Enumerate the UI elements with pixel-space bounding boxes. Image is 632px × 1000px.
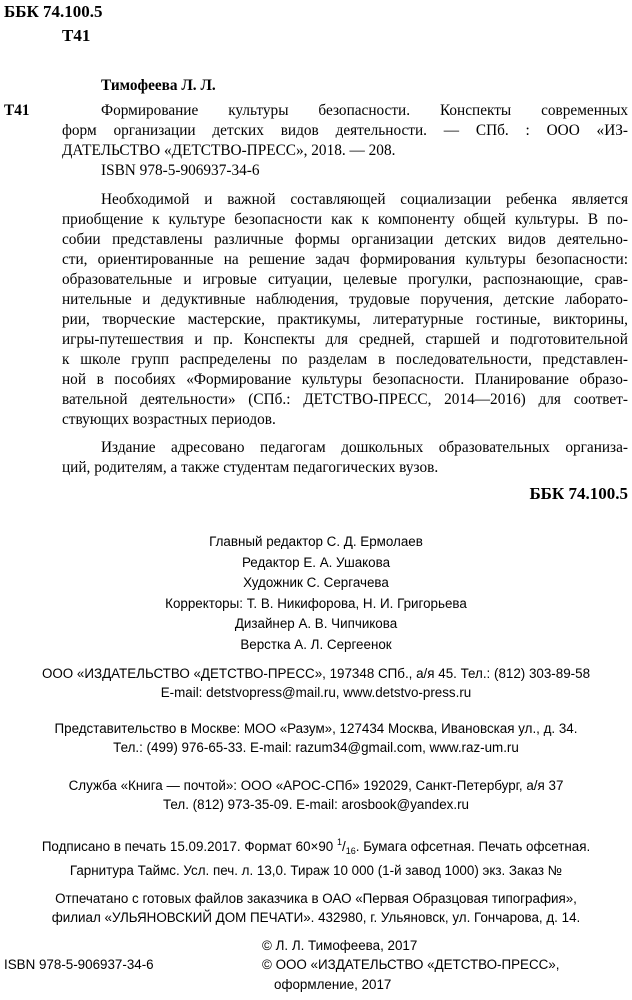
abstract-line: Необходимой и важной составляющей социализации ребенка является [101,191,628,208]
publisher-address: ООО «ИЗДАТЕЛЬСТВО «ДЕТСТВО-ПРЕСС», 197348 СПб., а/я 45. Тел.: (812) 303-89-58 [41,666,591,681]
bbk-index-bottom: ББК 74.100.5 [529,484,628,503]
printer-address: филиал «УЛЬЯНОВСКИЙ ДОМ ПЕЧАТИ». 432980, г. Ульяновск, ул. Гончарова, д. 14. [51,910,581,925]
print-info-block [0,833,632,880]
bbk-index-top: ББК 74.100.5 [4,2,103,21]
mail-order-address: Служба «Книга — почтой»: ООО «АРОС-СПб» 192029, Санкт-Петербург, а/я 37 [68,778,564,793]
printer-block [0,889,632,927]
author-code: Т41 [4,102,30,119]
mail-order-contacts: Тел. (812) 973-35-09. E-mail: arosbook@yandex.ru [162,797,470,812]
print-info-paper: . Бумага офсетная. Печать офсетная. [355,839,591,854]
title-line: Формирование культуры безопасности. Конспекты современных [101,102,628,119]
author-name: Тимофеева Л. Л. [101,77,216,94]
title-line: форм организации детских видов деятельности. — СПб. : ООО «ИЗ- [62,122,628,139]
isbn-footer: ISBN 978-5-906937-34-6 [4,957,154,972]
abstract-paragraph-1 [62,190,628,430]
abstract-line: образовательные и игровые ситуации, целевые прогулки, распознающие, срав- [62,271,628,288]
abstract-line: к школе групп распределены по разделам в последовательности, представлен- [62,351,628,368]
abstract-paragraph-2 [62,438,628,478]
abstract-line: ной в пособиях «Формирование культуры безопасности. Планирование образо- [62,371,628,388]
credit-designer: Дизайнер А. В. Чипчикова [234,616,398,631]
abstract-line: игры-путешествия и пр. Конспекты для средней, старшей и подготовительной [62,331,628,348]
format-fraction-numerator: 1 [336,837,342,847]
abstract-line: ций, родителям, а также студентам педагогических вузов. [62,459,439,476]
copyright-author: © Л. Л. Тимофеева, 2017 [262,938,418,953]
author-code-top: Т41 [62,26,91,45]
abstract-line: приобщение к культуре безопасности как к компоненту общей культуры. В по- [62,211,628,228]
abstract-line: вательной деятельности» (СПб.: ДЕТСТВО-ПРЕСС, 2014—2016) для соответ- [62,391,628,408]
abstract-line: рии, творческие мастерские, практикумы, литературные гостиные, викторины, [62,311,628,328]
abstract-line: сти, ориентированные на решение задач формирования культуры безопасности: [62,251,628,268]
copyright-design: оформление, 2017 [274,977,392,992]
publisher-contacts: E-mail: detstvopress@mail.ru, www.detstvo-press.ru [160,685,472,700]
isbn-entry: ISBN 978-5-906937-34-6 [101,162,260,179]
abstract-line: ствующих возрастных периодов. [62,411,276,428]
moscow-office-contacts: Тел.: (499) 976-65-33. E-mail: razum34@gmail.com, www.raz-um.ru [113,740,519,755]
abstract-line: Издание адресовано педагогам дошкольных образовательных организа- [101,439,628,456]
credit-layout: Верстка А. Л. Сергеенок [240,636,392,652]
credit-proofreaders: Корректоры: Т. В. Никифорова, Н. И. Григорьева [165,595,467,611]
title-line: ДАТЕЛЬСТВО «ДЕТСТВО-ПРЕСС», 2018. — 208. [62,142,396,159]
print-info-line-1: Подписано в печать 15.09.2017. Формат 60×90 $^1/_{16}$. Бумага офсетная. Печать офсетная. [41,837,591,856]
moscow-office-block [0,719,632,757]
abstract-line: нительные и дедуктивные наблюдения, трудовые поручения, детские лаборато- [62,291,628,308]
mail-order-block [0,776,632,814]
print-info-line-2: Гарнитура Таймс. Усл. печ. л. 13,0. Тираж 10 000 (1-й завод 1000) экз. Заказ № [69,863,563,878]
printer-name: Отпечатано с готовых файлов заказчика в ОАО «Первая Образцовая типография», [55,891,577,906]
credit-chief-editor: Главный редактор С. Д. Ермолаев [209,534,423,549]
format-fraction-denominator: 16 [345,846,356,856]
book-title-block [62,101,628,181]
credits-block [96,532,536,655]
credit-editor: Редактор Е. А. Ушакова [241,554,391,570]
moscow-office-address: Представительство в Москве: МОО «Разум», 127434 Москва, Ивановская ул., д. 34. [54,721,578,736]
publisher-block [0,664,632,702]
abstract-line: собии представлены различные формы организации детских видов деятельно- [62,231,628,248]
credit-artist: Художник С. Сергачева [243,575,389,590]
print-info-format: Подписано в печать 15.09.2017. Формат 60×90 [41,839,334,854]
copyright-publisher: © ООО «ИЗДАТЕЛЬСТВО «ДЕТСТВО-ПРЕСС», [262,957,560,972]
